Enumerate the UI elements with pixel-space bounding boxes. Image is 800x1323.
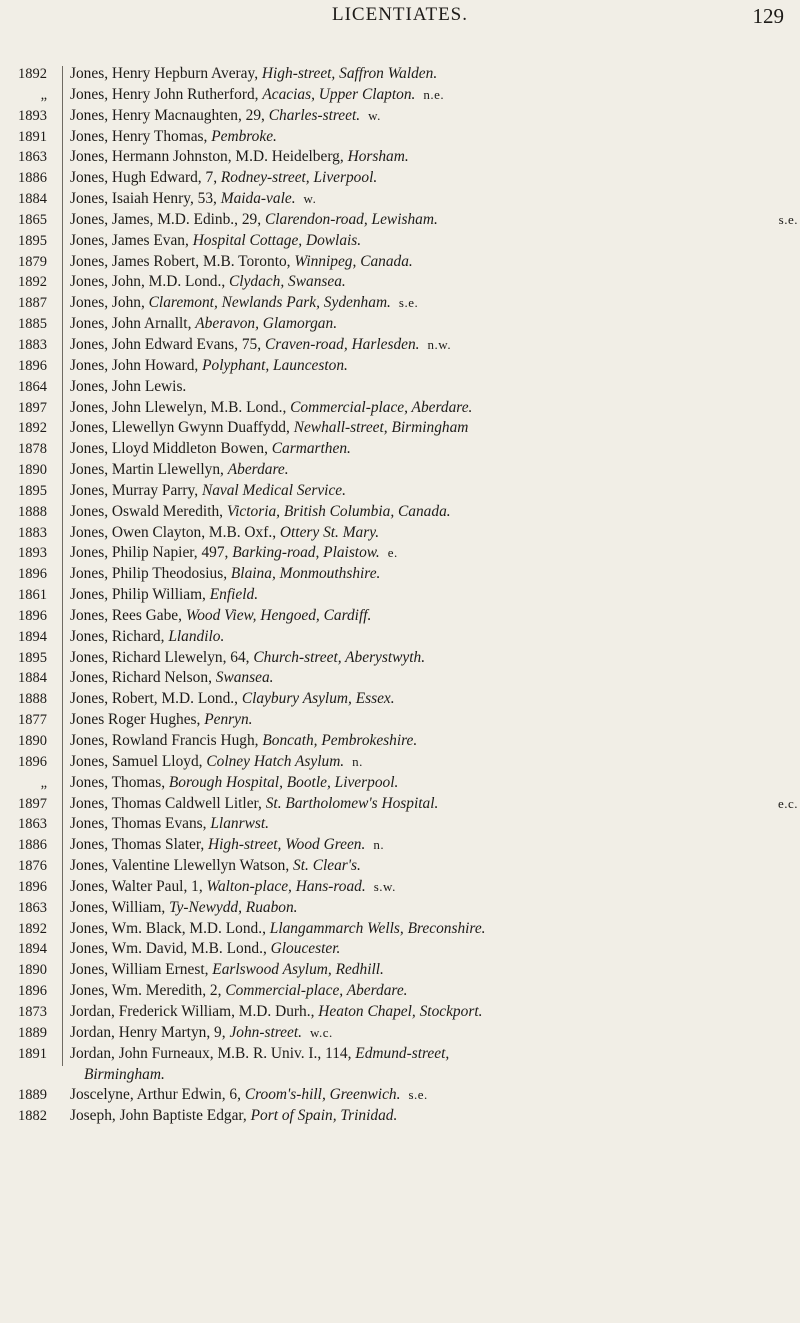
entry-year: 1897 (18, 795, 47, 812)
entry-postal-district: w.c. (309, 1024, 333, 1040)
entry-name: Jones, William, (70, 898, 170, 916)
entry-year: 1863 (18, 149, 47, 166)
entry-name: Jones, James Evan, (70, 231, 193, 249)
entry-year: 1882 (18, 1108, 47, 1125)
register-entry (70, 272, 798, 293)
entry-year: 1863 (18, 816, 47, 833)
register-entry (70, 523, 798, 544)
entry-name: Jordan, John Furneaux, M.B. R. Univ. I., 114, (70, 1044, 356, 1062)
entry-address: Polyphant, Launceston. (202, 356, 348, 374)
entry-address-continuation: Birmingham. (84, 1065, 165, 1083)
register-entry (70, 710, 798, 731)
entry-address: Aberdare. (227, 461, 289, 479)
register-entry (70, 64, 798, 85)
entry-name: Jones, Thomas Slater, (70, 836, 209, 854)
entry-name: Jones, Wm. David, M.B. Lond., (70, 940, 271, 958)
entry-name: Jones, Martin Llewellyn, (70, 461, 228, 479)
register-entry (70, 668, 798, 689)
entry-address: Walton-place, Hans-road. (206, 877, 366, 895)
entry-name: Jones, Llewellyn Gwynn Duaffydd, (70, 419, 294, 437)
register-entry (70, 210, 798, 231)
register-entry (70, 147, 798, 168)
entry-address: Ottery St. Mary. (279, 523, 380, 541)
year-column (0, 64, 50, 1127)
entry-name: Jordan, Henry Martyn, 9, (70, 1023, 230, 1041)
entry-name: Jones, John, M.D. Lond., (70, 273, 230, 291)
entry-postal-district: n.w. (427, 336, 452, 352)
entry-address: Claremont, Newlands Park, Sydenham. (148, 294, 391, 312)
entry-year: 1891 (18, 128, 47, 145)
entry-name: Jones, Robert, M.D. Lond., (70, 690, 242, 708)
register-entry (70, 960, 798, 981)
entry-year: „ (40, 86, 47, 103)
entry-name: Jones, Henry Macnaughten, 29, (70, 106, 269, 124)
entry-year: 1873 (18, 1003, 47, 1020)
entry-address: Llandilo. (168, 627, 225, 645)
entry-name: Jones, Walter Paul, 1, (70, 877, 207, 895)
entry-postal-district: w. (303, 191, 317, 207)
register-entry (70, 502, 798, 523)
page-number: 129 (752, 4, 784, 28)
entry-year: 1879 (18, 253, 47, 270)
register-entry (70, 106, 798, 127)
register-entry (70, 127, 798, 148)
entry-year: 1886 (18, 170, 47, 187)
entry-name: Jones, John Howard, (70, 356, 203, 374)
entry-address: Horsham. (347, 148, 409, 166)
entry-address: Edmund-street, (355, 1044, 450, 1062)
entry-year: 1878 (18, 441, 47, 458)
entry-name: Jones, Philip Napier, 497, (70, 544, 233, 562)
entry-name: Jones, Richard Nelson, (70, 669, 216, 687)
entry-year: 1890 (18, 462, 47, 479)
entry-year: 1896 (18, 357, 47, 374)
entry-address: John-street. (229, 1023, 302, 1041)
register-entry (70, 835, 798, 856)
register-entry (70, 1002, 798, 1023)
entry-address: Hospital Cottage, Dowlais. (192, 231, 362, 249)
register-entry (70, 460, 798, 481)
entry-name: Jones, Henry Hepburn Averay, (70, 65, 262, 82)
entry-address: Naval Medical Service. (201, 481, 346, 499)
register-entry (70, 481, 798, 502)
entry-name: Jones, Wm. Black, M.D. Lond., (70, 919, 270, 937)
register-entry (70, 231, 798, 252)
entry-year: „ (40, 774, 47, 791)
entry-name: Jones, Wm. Meredith, 2, (70, 982, 226, 1000)
register-entry (70, 585, 798, 606)
entry-address: Maida-vale. (220, 190, 296, 208)
entry-address: Port of Spain, Trinidad. (250, 1107, 398, 1125)
entry-address: Wood View, Hengoed, Cardiff. (185, 606, 372, 624)
entry-name: Jones, Henry Thomas, (70, 127, 212, 145)
register-entry (70, 814, 798, 835)
register-entry (70, 627, 798, 648)
entry-postal-district: s.w. (373, 878, 396, 894)
entry-address: Commercial-place, Aberdare. (225, 982, 408, 1000)
entry-name: Jones, John Edward Evans, 75, (70, 335, 265, 353)
entry-name: Joscelyne, Arthur Edwin, 6, (70, 1086, 245, 1104)
entry-address: Swansea. (215, 669, 274, 687)
entry-address: Craven-road, Harlesden. (264, 335, 420, 353)
entry-year: 1896 (18, 878, 47, 895)
entry-name: Joseph, John Baptiste Edgar, (70, 1107, 251, 1125)
entry-address: St. Clear's. (293, 857, 361, 875)
entry-name: Jones, John Lewis. (70, 377, 187, 395)
entry-name: Jones, Hugh Edward, 7, (70, 169, 221, 187)
entry-postal-district: n. (352, 753, 363, 769)
entry-year: 1865 (18, 211, 47, 228)
entry-year: 1877 (18, 712, 47, 729)
entry-address: Llanrwst. (210, 815, 269, 833)
entry-year: 1861 (18, 587, 47, 604)
running-head (0, 4, 800, 38)
entry-year: 1892 (18, 420, 47, 437)
entry-address: Claybury Asylum, Essex. (241, 690, 395, 708)
register-entry (70, 1044, 798, 1086)
register-entry (70, 356, 798, 377)
entry-name: Jones, Lloyd Middleton Bowen, (70, 440, 272, 458)
entry-name: Jones, James, M.D. Edinb., 29, (70, 210, 265, 228)
entry-year: 1893 (18, 545, 47, 562)
entry-name: Jones, John Arnallt, (70, 315, 196, 333)
entry-year: 1895 (18, 482, 47, 499)
entry-postal-district: n. (373, 837, 385, 853)
entry-address: Gloucester. (270, 940, 341, 958)
register-entry (70, 168, 798, 189)
register-entry (70, 731, 798, 752)
register-entry (70, 919, 798, 940)
entry-year: 1888 (18, 503, 47, 520)
entry-address: Aberavon, Glamorgan. (195, 315, 338, 333)
register-entry (70, 543, 798, 564)
entry-year: 1886 (18, 837, 47, 854)
register-entry (70, 877, 798, 898)
entry-name: Jones, Henry John Rutherford, (70, 85, 263, 103)
entry-name: Jones Roger Hughes, (70, 711, 205, 729)
entry-address: High-street, Saffron Walden. (261, 65, 438, 82)
entry-year: 1890 (18, 962, 47, 979)
entry-year: 1896 (18, 753, 47, 770)
entry-name: Jones, Owen Clayton, M.B. Oxf., (70, 523, 280, 541)
entry-name: Jones, Richard Llewelyn, 64, (70, 648, 254, 666)
entry-address: Blaina, Monmouthshire. (230, 565, 381, 583)
entry-postal-district: s.e. (398, 295, 419, 311)
register-entry (70, 689, 798, 710)
register-entry (70, 794, 798, 815)
entry-year: 1895 (18, 232, 47, 249)
register-entry (70, 856, 798, 877)
register-entry (70, 252, 798, 273)
entry-name: Jones, Samuel Lloyd, (70, 752, 207, 770)
register-entry (70, 85, 798, 106)
entry-name: Jones, John Llewelyn, M.B. Lond., (70, 398, 291, 416)
running-title: LICENTIATES. (331, 4, 468, 25)
entry-year: 1888 (18, 691, 47, 708)
entry-address: Llangammarch Wells, Breconshire. (269, 919, 486, 937)
entry-year: 1890 (18, 733, 47, 749)
entry-address: Newhall-street, Birmingham (293, 419, 469, 437)
register-entry (70, 773, 798, 794)
entry-year: 1897 (18, 399, 47, 416)
entry-year: 1889 (18, 1024, 47, 1041)
entry-name: Jones, Valentine Llewellyn Watson, (70, 857, 294, 875)
register-entry (70, 1023, 798, 1044)
register-entry (70, 752, 798, 773)
entry-address: Borough Hospital, Bootle, Liverpool. (168, 773, 399, 791)
entry-address: Penryn. (204, 711, 253, 729)
register-entry (70, 606, 798, 627)
entry-name: Jones, Hermann Johnston, M.D. Heidelberg, (70, 148, 348, 166)
entry-year: 1896 (18, 607, 47, 624)
entry-name: Jones, Oswald Meredith, (70, 502, 227, 520)
entry-address: Earlswood Asylum, Redhill. (212, 961, 384, 979)
entry-year: 1887 (18, 295, 47, 312)
register-entry (70, 939, 798, 960)
entry-address: Clarendon-road, Lewisham. (264, 210, 438, 228)
entry-address: Boncath, Pembrokeshire. (262, 732, 418, 749)
entry-name: Jones, Rees Gabe, (70, 606, 186, 624)
entry-address: Colney Hatch Asylum. (206, 752, 345, 770)
entry-address: Winnipeg, Canada. (294, 252, 413, 270)
entry-name: Jones, Murray Parry, (70, 481, 202, 499)
register-entry (70, 335, 798, 356)
register-entry (70, 314, 798, 335)
entry-address: High-street, Wood Green. (208, 836, 366, 854)
entry-name: Jones, Thomas Evans, (70, 815, 211, 833)
entry-year: 1876 (18, 858, 47, 875)
entry-address: Ty-Newydd, Ruabon. (169, 898, 298, 916)
entry-year: 1893 (18, 107, 47, 124)
entry-postal-district: e. (387, 545, 398, 561)
register-entry (70, 377, 798, 398)
entry-address: Heaton Chapel, Stockport. (318, 1002, 483, 1020)
entry-year: 1896 (18, 983, 47, 1000)
register-entry (70, 898, 798, 919)
entry-year: 1895 (18, 649, 47, 666)
register-entry (70, 1085, 798, 1106)
entry-postal-district: s.e. (778, 211, 798, 227)
entry-postal-district: s.e. (408, 1087, 428, 1103)
entry-name: Jones, James Robert, M.B. Toronto, (70, 252, 295, 270)
entry-name: Jordan, Frederick William, M.D. Durh., (70, 1002, 319, 1020)
column-rule (62, 66, 63, 1066)
entry-address: Charles-street. (268, 106, 361, 124)
entry-address: Carmarthen. (271, 440, 351, 458)
entry-name: Jones, Thomas Caldwell Litler, (70, 794, 266, 812)
register-entry (70, 418, 798, 439)
register-entry (70, 981, 798, 1002)
entry-name: Jones, Philip William, (70, 586, 210, 604)
register-entry (70, 564, 798, 585)
entry-year: 1891 (18, 1045, 47, 1062)
entry-name: Jones, Thomas, (70, 773, 169, 791)
entry-year: 1892 (18, 66, 47, 82)
register-entry (70, 398, 798, 419)
entry-year: 1885 (18, 316, 47, 333)
entry-year: 1883 (18, 336, 47, 353)
entry-address: Commercial-place, Aberdare. (290, 398, 473, 416)
entry-address: Clydach, Swansea. (229, 273, 346, 291)
entry-name: Jones, Philip Theodosius, (70, 565, 231, 583)
entry-name: Jones, Isaiah Henry, 53, (70, 190, 221, 208)
entry-address: Rodney-street, Liverpool. (220, 169, 378, 187)
entry-name: Jones, John, (70, 294, 149, 312)
entry-name: Jones, William Ernest, (70, 961, 213, 979)
entry-year: 1896 (18, 566, 47, 583)
entry-year: 1892 (18, 920, 47, 937)
entry-address: Victoria, British Columbia, Canada. (226, 502, 451, 520)
entry-postal-district: w. (368, 107, 381, 123)
entry-year: 1892 (18, 274, 47, 291)
entry-postal-district: e.c. (777, 795, 798, 811)
entry-address: St. Bartholomew's Hospital. (265, 794, 439, 812)
entry-year: 1864 (18, 378, 47, 395)
entry-address: Acacias, Upper Clapton. (262, 85, 416, 103)
entries-column (70, 64, 798, 1127)
entry-address: Enfield. (209, 586, 259, 604)
register-entry (70, 439, 798, 460)
register-entry (70, 293, 798, 314)
entry-name: Jones, Rowland Francis Hugh, (70, 732, 263, 749)
entry-year: 1894 (18, 941, 47, 958)
entry-year: 1884 (18, 670, 47, 687)
entry-address: Pembroke. (211, 127, 277, 145)
entry-year: 1894 (18, 628, 47, 645)
entry-name: Jones, Richard, (70, 627, 169, 645)
entry-address: Barking-road, Plaistow. (232, 544, 380, 562)
entry-postal-district: n.e. (423, 86, 445, 102)
entry-year: 1884 (18, 191, 47, 208)
entry-year: 1883 (18, 524, 47, 541)
entry-address: Church-street, Aberystwyth. (253, 648, 426, 666)
entry-address: Croom's-hill, Greenwich. (244, 1086, 401, 1104)
entry-year: 1889 (18, 1087, 47, 1104)
register-entry (70, 189, 798, 210)
entry-year: 1863 (18, 899, 47, 916)
register-entry (70, 1106, 798, 1127)
register-entry (70, 648, 798, 669)
